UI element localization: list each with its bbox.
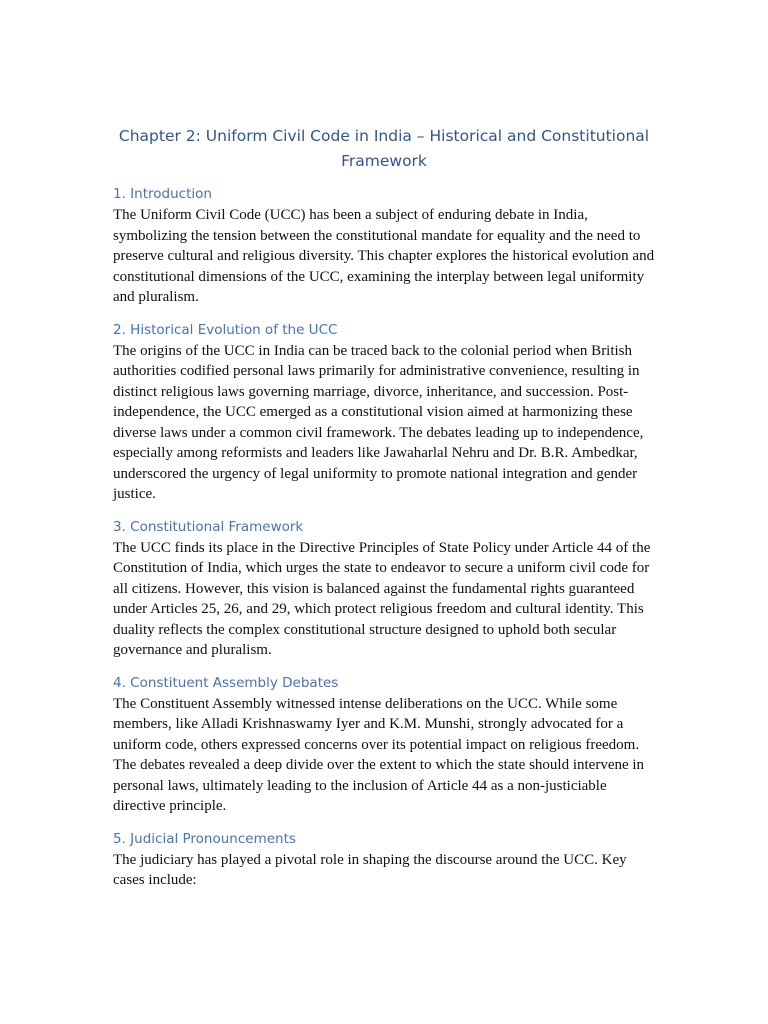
section-paragraph: The origins of the UCC in India can be traced back to the colonial period when British authorities codified personal laws primarily for administrative convenience, resulting in distinct religious laws governing marriage, divorce, inheritance, and succession. Post-independence, the UCC emerged as a constitutional vision aimed at harmonizing these diverse laws under a common civil framework. The debates leading up to independence, especially among reformists and leaders like Jawaharlal Nehru and Dr. B.R. Ambedkar, underscored the urgency of legal uniformity to promote national integration and gender justice. <box>113 342 644 502</box>
section-paragraph: The UCC finds its place in the Directive Principles of State Policy under Article 44 of the Constitution of India, which urges the state to endeavor to secure a uniform civil code for all citizens. However, this vision is balanced against the fundamental rights guaranteed under Articles 25, 26, and 29, which protect religious freedom and cultural identity. This duality reflects the complex constitutional structure designed to uphold both secular governance and pluralism. <box>113 539 651 658</box>
section-paragraph: The Constituent Assembly witnessed intense deliberations on the UCC. While some members, like Alladi Krishnaswamy Iyer and K.M. Munshi, strongly advocated for a uniform code, others expressed concerns over its potential impact on religious freedom. The debates revealed a deep divide over the extent to which the state should intervene in personal laws, ultimately leading to the inclusion of Article 44 as a non-justiciable directive principle. <box>113 695 645 814</box>
section-constitutional-framework <box>113 517 655 661</box>
section-heading: 5. Judicial Pronouncements <box>113 830 296 847</box>
chapter-title: Chapter 2: Uniform Civil Code in India – Historical and Constitutional Framework <box>118 127 650 170</box>
section-judicial-pronouncements <box>113 829 655 891</box>
section-heading: 4. Constituent Assembly Debates <box>113 674 339 691</box>
section-heading: 2. Historical Evolution of the UCC <box>113 321 338 338</box>
section-introduction <box>113 184 655 308</box>
section-paragraph: The judiciary has played a pivotal role in shaping the discourse around the UCC. Key cases include: <box>113 851 627 888</box>
section-constituent-assembly <box>113 673 655 817</box>
document-content <box>113 124 655 903</box>
section-historical-evolution <box>113 320 655 505</box>
section-heading: 1. Introduction <box>113 186 212 202</box>
section-heading: 3. Constitutional Framework <box>113 518 304 535</box>
section-paragraph: The Uniform Civil Code (UCC) has been a subject of enduring debate in India, symbolizing the tension between the constitutional mandate for equality and the need to preserve cultural and religious diversity. This chapter explores the historical evolution and constitutional dimensions of the UCC, examining the interplay between legal uniformity and pluralism. <box>113 207 655 305</box>
